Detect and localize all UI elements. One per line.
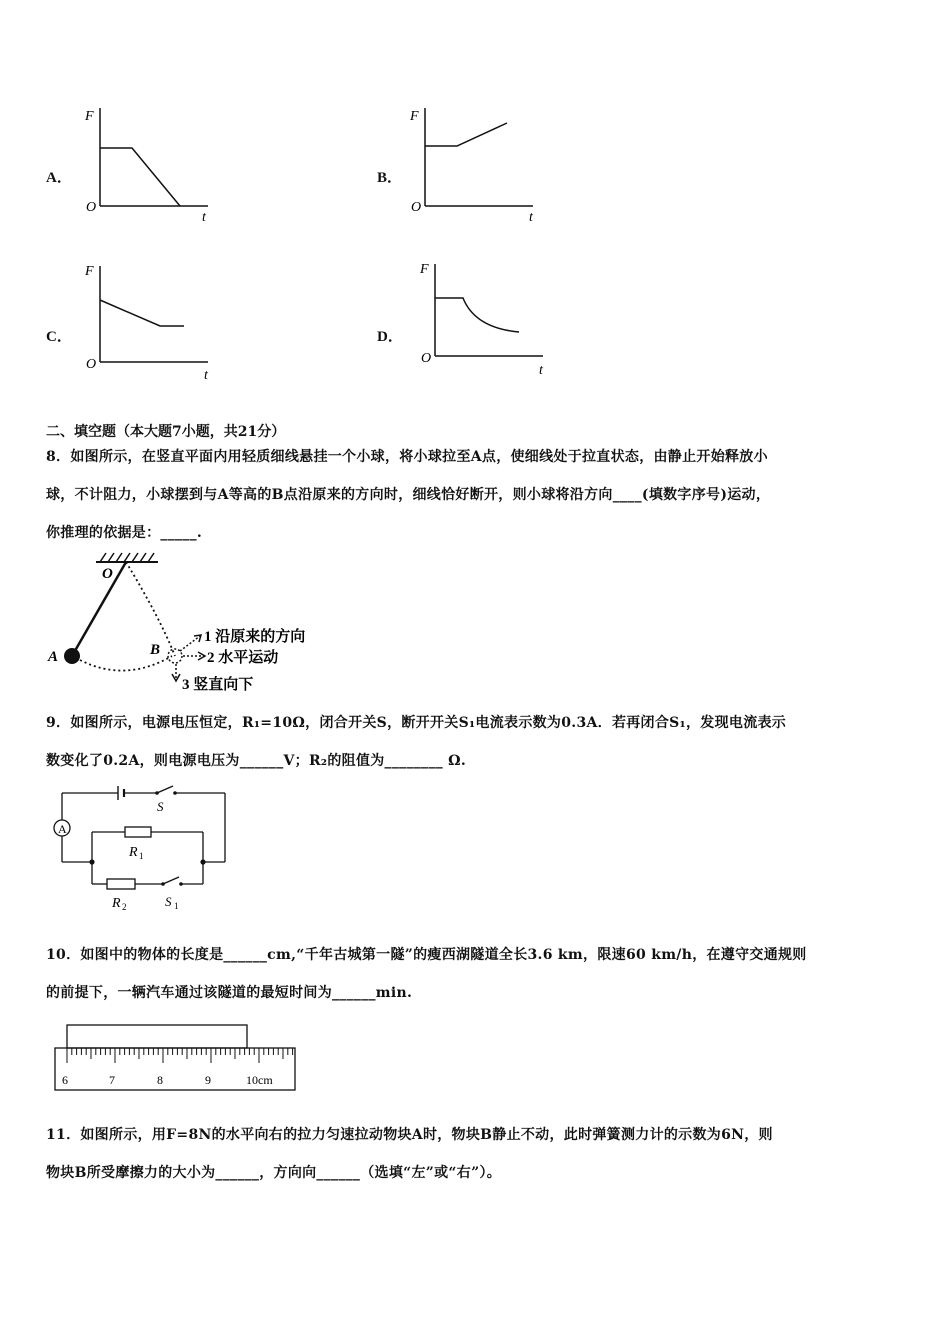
option-d-label: D． (377, 329, 403, 345)
point-a-label: A (48, 649, 59, 665)
q8-line-2: 球，不计阻力，小球摆到与A等高的B点沿原来的方向时，细线恰好断开，则小球将沿方向____(填数字序号)运动， (46, 487, 771, 503)
force-curve (435, 298, 519, 332)
y-label: F (420, 262, 429, 277)
r1-subscript: 1 (139, 851, 144, 861)
x-label: t (529, 210, 533, 225)
r1-label: R (129, 845, 138, 860)
y-label: F (410, 109, 419, 124)
r2-label: R (112, 896, 121, 910)
s1-subscript: 1 (174, 901, 179, 910)
switch-s-label: S (157, 799, 164, 814)
resistor-r2 (107, 879, 135, 889)
graph-c (80, 258, 230, 383)
string (72, 562, 126, 656)
q9-line-1: 9．如图所示，电源电压恒定，R₁=10Ω，闭合开关S，断开开关S₁电流表示数为0.3A．若再闭合S₁，发现电流表示 (46, 715, 787, 731)
q10-line-2: 的前提下，一辆汽车通过该隧道的最短时间为______min. (46, 985, 413, 1001)
section-title: 二、填空题（本大题7小题，共21分） (46, 424, 286, 440)
force-curve (100, 300, 184, 326)
origin-label: O (86, 357, 97, 372)
q8-line-3: 你推理的依据是：_____. (46, 525, 203, 541)
direction-1-arrow (180, 636, 200, 651)
q10-line-1: 10．如图中的物体的长度是______cm,“千年古城第一隧”的瘦西湖隧道全长3.6 km，限速60 km/h，在遵守交通规则 (46, 947, 807, 963)
graph-d (415, 256, 565, 381)
q11-line-2: 物块B所受摩擦力的大小为______，方向向______（选填“左”或“右”）。 (46, 1165, 502, 1181)
s1-label: S (165, 894, 172, 909)
point-b-label: B (150, 642, 161, 658)
ruler-tick-9: 9 (205, 1073, 211, 1087)
x-label: t (539, 363, 543, 378)
direction-1-label: 1 沿原来的方向 (204, 629, 306, 645)
option-c-label: C． (46, 329, 72, 345)
switch-s1-blade (163, 877, 179, 884)
point-o-label: O (102, 566, 113, 582)
ruler-tick-10: 10cm (246, 1073, 273, 1087)
direction-2-label: 2 水平运动 (207, 650, 279, 666)
ruler-figure (50, 1020, 300, 1095)
measured-object (67, 1025, 247, 1048)
ruler-tick-6: 6 (62, 1073, 68, 1087)
ceiling-hatch (100, 553, 154, 562)
graph-a (80, 100, 230, 225)
origin-label: O (421, 351, 432, 366)
ruler-ticks (67, 1048, 293, 1063)
force-curve (425, 123, 507, 146)
ball-a (64, 648, 80, 664)
resistor-r1 (125, 827, 151, 837)
r2-subscript: 2 (122, 902, 127, 910)
y-label: F (85, 264, 94, 279)
ammeter-label: A (58, 822, 67, 836)
origin-label: O (411, 200, 422, 215)
switch-s-blade (157, 786, 173, 793)
x-label: t (202, 210, 206, 225)
junction-right (200, 859, 205, 864)
option-b-label: B． (377, 170, 403, 186)
q8-line-1: 8．如图所示，在竖直平面内用轻质细线悬挂一个小球，将小球拉至A点，使细线处于拉直状态，由静止开始释放小 (46, 449, 768, 465)
graph-b (405, 100, 555, 225)
y-label: F (85, 109, 94, 124)
junction-left (89, 859, 94, 864)
q11-line-1: 11．如图所示，用F=8N的水平向右的拉力匀速拉动物块A时，物块B静止不动，此时弹簧测力计的示数为6N，则 (46, 1127, 773, 1143)
option-a-label: A． (46, 170, 72, 186)
pendulum-figure (40, 548, 360, 698)
switch-s-contact (173, 791, 177, 795)
q9-line-2: 数变化了0.2A，则电源电压为______V；R₂的阻值为________ Ω. (46, 753, 467, 769)
force-curve (100, 148, 180, 206)
swing-path (80, 656, 172, 671)
origin-label: O (86, 200, 97, 215)
circuit-figure (45, 780, 240, 910)
direction-3-label: 3 竖直向下 (182, 677, 254, 693)
ruler-tick-8: 8 (157, 1073, 163, 1087)
x-label: t (204, 368, 208, 383)
switch-s1-contact (179, 882, 183, 886)
ruler-tick-7: 7 (109, 1073, 115, 1087)
